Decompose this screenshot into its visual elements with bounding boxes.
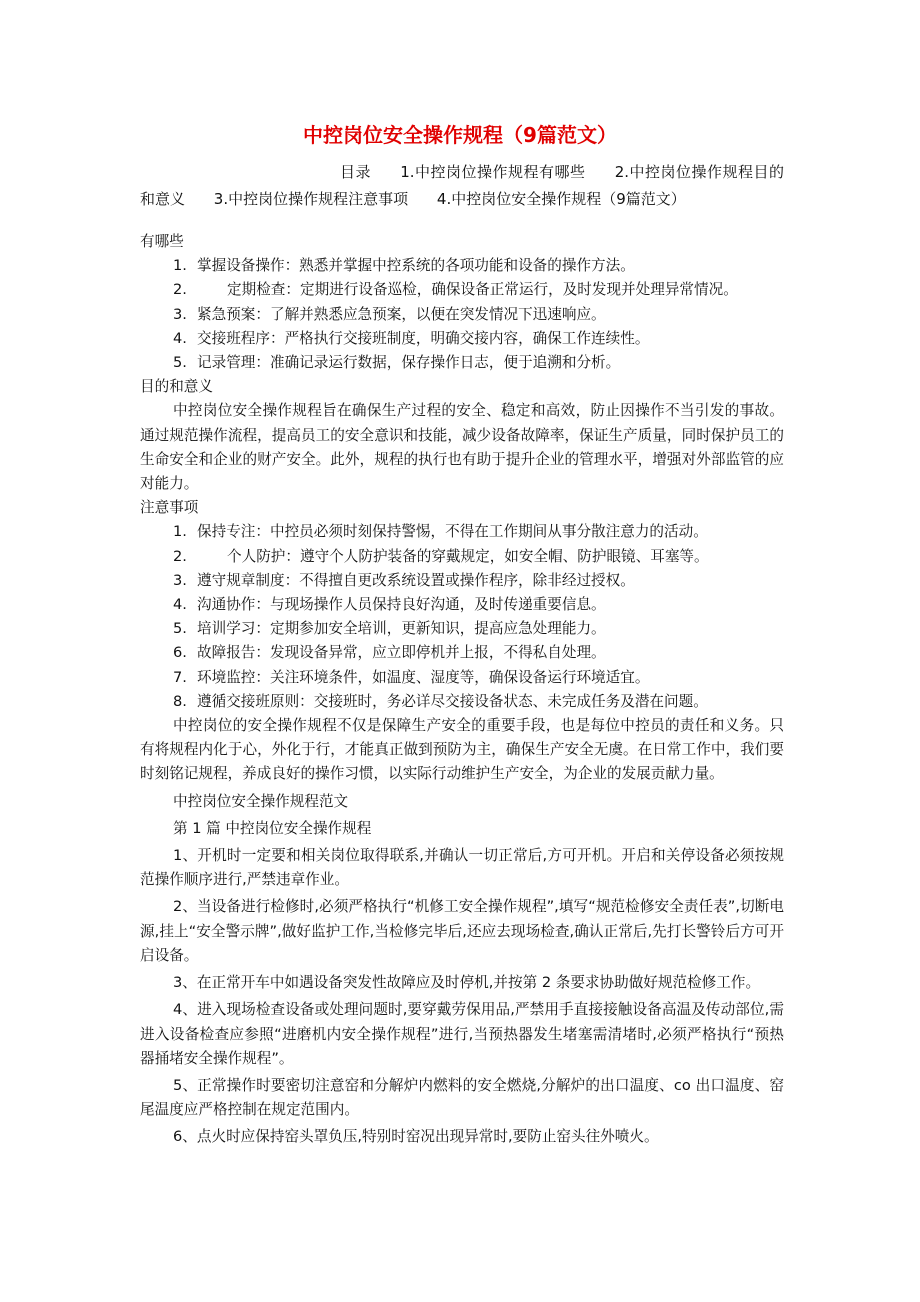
- paragraph: 4、进入现场检查设备或处理问题时,要穿戴劳保用品,严禁用手直接接触设备高温及传动部位,需进入设备检查应参照“进磨机内安全操作规程”进行,当预热器发生堵塞需清堵时,必须严格执行“预热器捅堵安全操作规程”。: [140, 1001, 784, 1067]
- list-item: [140, 617, 784, 641]
- table-of-contents: [140, 159, 784, 213]
- list-number: 2.: [173, 547, 187, 565]
- list-item: [140, 278, 784, 302]
- list-number: 4.: [173, 596, 187, 614]
- document-title: 中控岗位安全操作规程（9篇范文）: [303, 123, 617, 147]
- list-text: 遵守规章制度：不得擅自更改系统设置或操作程序，除非经过授权。: [197, 571, 635, 589]
- list-number: 8.: [173, 692, 187, 710]
- list-item: [140, 666, 784, 690]
- toc-item[interactable]: 4.中控岗位安全操作规程（9篇范文）: [436, 190, 686, 208]
- list-number: 1.: [173, 257, 187, 275]
- list-text: 定期检查：定期进行设备巡检，确保设备正常运行，及时发现并处理异常情况。: [227, 281, 738, 299]
- paragraph: 6、点火时应保持窑头罩负压,特别时窑况出现异常时,要防止窑头往外喷火。: [173, 1128, 659, 1146]
- list-number: 5.: [173, 354, 187, 372]
- toc-item[interactable]: 2.中控岗位操作规程目的和意义: [140, 163, 784, 208]
- paragraph: 中控岗位安全操作规程旨在确保生产过程的安全、稳定和高效，防止因操作不当引发的事故。通过规范操作流程，提高员工的安全意识和技能，减少设备故障率，保证生产质量，同时保护员工的生命安全和企业的财产安全。此外，规程的执行也有助于提升企业的管理水平，增强对外部监管的应对能力。: [140, 402, 784, 493]
- list-text: 个人防护：遵守个人防护装备的穿戴规定，如安全帽、防护眼镜、耳塞等。: [227, 547, 709, 565]
- list-number: 7.: [173, 668, 187, 686]
- list-number: 5.: [173, 620, 187, 638]
- list-item: [140, 327, 784, 351]
- list-text: 掌握设备操作：熟悉并掌握中控系统的各项功能和设备的操作方法。: [197, 257, 635, 275]
- list-item: [140, 545, 784, 569]
- list-text: 环境监控：关注环境条件，如温度、湿度等，确保设备运行环境适宜。: [197, 668, 650, 686]
- section-heading: 目的和意义: [140, 378, 213, 396]
- list-text: 交接班程序：严格执行交接班制度，明确交接内容，确保工作连续性。: [197, 329, 650, 347]
- list-item: [140, 351, 784, 375]
- section-heading: 中控岗位安全操作规程范文: [173, 792, 349, 810]
- list-number: 1.: [173, 523, 187, 541]
- list-item: [140, 690, 784, 714]
- list-text: 沟通协作：与现场操作人员保持良好沟通，及时传递重要信息。: [197, 596, 606, 614]
- list-item: [140, 593, 784, 617]
- list-text: 保持专注：中控员必须时刻保持警惕，不得在工作期间从事分散注意力的活动。: [197, 523, 708, 541]
- list-item: [140, 641, 784, 665]
- paragraph: 中控岗位的安全操作规程不仅是保障生产安全的重要手段，也是每位中控员的责任和义务。只有将规程内化于心，外化于行，才能真正做到预防为主，确保生产安全无虞。在日常工作中，我们要时刻铭记规程，养成良好的操作习惯，以实际行动维护生产安全，为企业的发展贡献力量。: [140, 717, 784, 783]
- list-number: 4.: [173, 329, 187, 347]
- list-text: 培训学习：定期参加安全培训，更新知识，提高应急处理能力。: [197, 620, 606, 638]
- list-text: 紧急预案：了解并熟悉应急预案，以便在突发情况下迅速响应。: [197, 305, 606, 323]
- list-number: 3.: [173, 305, 187, 323]
- list-item: [140, 254, 784, 278]
- paragraph: 3、在正常开车中如遇设备突发性故障应及时停机,并按第 2 条要求协助做好规范检修工作。: [173, 974, 761, 992]
- list-item: [140, 569, 784, 593]
- section-heading: 有哪些: [140, 233, 184, 250]
- section-heading: 注意事项: [140, 499, 199, 517]
- paragraph: 5、正常操作时要密切注意窑和分解炉内燃料的安全燃烧,分解炉的出口温度、co 出口温度、窑尾温度应严格控制在规定范围内。: [140, 1076, 784, 1119]
- document-body: [140, 230, 784, 1150]
- list-number: 6.: [173, 644, 187, 662]
- list-item: [140, 520, 784, 544]
- article-subheading: 第 1 篇 中控岗位安全操作规程: [173, 819, 372, 837]
- toc-label: 目录: [340, 163, 371, 181]
- paragraph: 1、开机时一定要和相关岗位取得联系,并确认一切正常后,方可开机。开启和关停设备必须按规范操作顺序进行,严禁违章作业。: [140, 847, 784, 889]
- toc-item[interactable]: 3.中控岗位操作规程注意事项: [213, 190, 409, 208]
- list-number: 2.: [173, 281, 187, 299]
- list-text: 记录管理：准确记录运行数据，保存操作日志，便于追溯和分析。: [197, 354, 621, 372]
- toc-item[interactable]: 1.中控岗位操作规程有哪些: [400, 163, 586, 181]
- list-text: 遵循交接班原则：交接班时，务必详尽交接设备状态、未完成任务及潜在问题。: [197, 692, 708, 710]
- list-text: 故障报告：发现设备异常，应立即停机并上报，不得私自处理。: [197, 644, 606, 662]
- list-item: [140, 303, 784, 327]
- paragraph: 2、当设备进行检修时,必须严格执行“机修工安全操作规程”,填写“规范检修安全责任表”,切断电源,挂上“安全警示牌”,做好监护工作,当检修完毕后,还应去现场检查,确认正常后,先打长警铃后方可开启设备。: [140, 898, 784, 964]
- list-number: 3.: [173, 571, 187, 589]
